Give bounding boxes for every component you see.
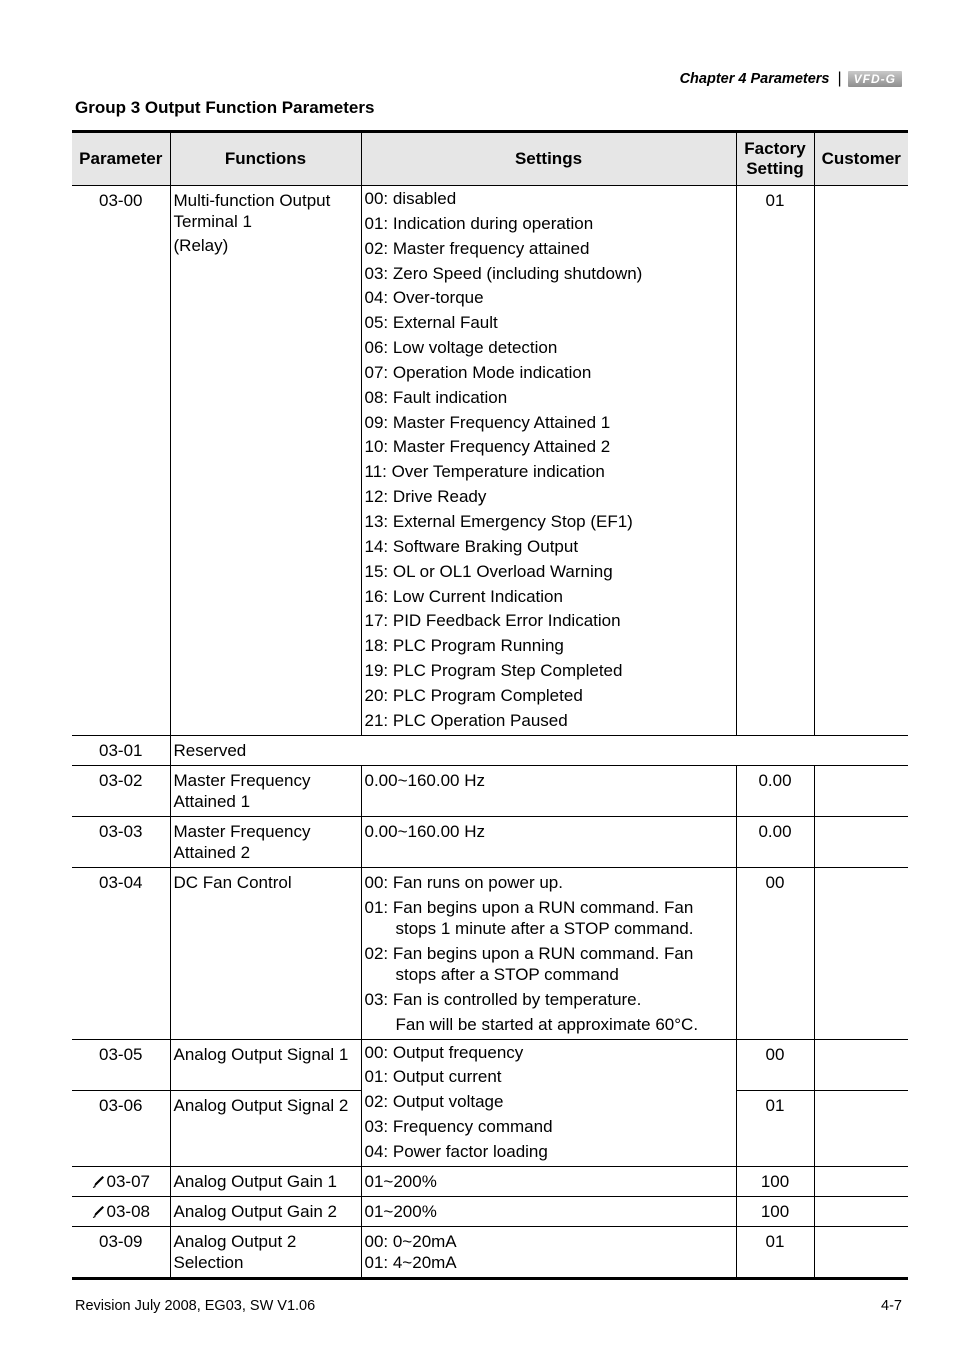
param-setting: 01~200% [361, 1166, 736, 1196]
setting-option: 03: Zero Speed (including shutdown) [364, 263, 643, 283]
table-row [72, 1166, 908, 1196]
factory-setting: 01 [736, 186, 814, 736]
table-header-row [72, 132, 908, 186]
setting-option: 00: Output frequency [364, 1042, 524, 1062]
param-code-text: 03-07 [106, 1171, 150, 1191]
col-header-factory-setting [736, 132, 814, 186]
customer-cell [814, 186, 908, 736]
param-function: Analog Output 2 Selection [170, 1226, 361, 1278]
setting-option: 21: PLC Operation Paused [364, 710, 568, 730]
header-separator: | [837, 70, 842, 87]
param-function: Master Frequency Attained 1 [170, 765, 361, 816]
param-code: 03-02 [72, 765, 170, 816]
param-code: 03-00 [72, 186, 170, 736]
col-header-customer: Customer [814, 132, 908, 186]
param-settings [361, 186, 736, 736]
param-code-text: 03-08 [106, 1201, 150, 1221]
param-code [72, 1166, 170, 1196]
setting-option: 11: Over Temperature indication [364, 462, 605, 482]
param-function [170, 186, 361, 736]
param-function: Analog Output Signal 1 [170, 1039, 361, 1090]
function-subtext: (Relay) [173, 236, 229, 255]
table-row [72, 765, 908, 816]
setting-option: 10: Master Frequency Attained 2 [364, 437, 611, 457]
setting-option: 14: Software Braking Output [364, 536, 579, 556]
parameter-table [72, 130, 908, 1280]
table-row [72, 186, 908, 736]
param-setting: 01~200% [361, 1196, 736, 1226]
setting-option: 00: 0~20mA [364, 1231, 457, 1251]
factory-header-line1: Factory [744, 139, 806, 158]
param-setting: 0.00~160.00 Hz [361, 816, 736, 867]
param-code: 03-03 [72, 816, 170, 867]
table-row [72, 816, 908, 867]
footer-page-number: 4-7 [881, 1298, 902, 1314]
customer-cell [814, 867, 908, 1039]
factory-header-line2: Setting [746, 159, 804, 178]
vfd-logo: VFD-G [848, 71, 902, 87]
setting-option: 17: PID Feedback Error Indication [364, 611, 621, 631]
param-code: 03-01 [72, 735, 170, 765]
table-row [72, 1196, 908, 1226]
setting-option: 16: Low Current Indication [364, 586, 563, 606]
customer-cell [814, 1090, 908, 1166]
param-function: DC Fan Control [170, 867, 361, 1039]
factory-setting: 01 [736, 1090, 814, 1166]
param-settings [361, 1039, 736, 1166]
setting-option: 00: disabled [364, 189, 457, 208]
customer-cell [814, 1039, 908, 1090]
param-function: Reserved [170, 735, 908, 765]
setting-option: 19: PLC Program Step Completed [364, 661, 623, 681]
pen-icon [92, 1204, 106, 1218]
setting-option: 15: OL or OL1 Overload Warning [364, 561, 613, 581]
pen-icon [92, 1174, 106, 1188]
setting-option: 04: Power factor loading [364, 1141, 548, 1161]
setting-option: Fan will be started at approximate 60°C. [395, 1014, 699, 1034]
table-row [72, 867, 908, 1039]
function-text: Multi-function Output Terminal 1 [173, 191, 331, 231]
setting-option: 18: PLC Program Running [364, 636, 564, 656]
setting-option: 05: External Fault [364, 313, 498, 333]
factory-setting: 00 [736, 867, 814, 1039]
setting-option: 02: Master frequency attained [364, 238, 590, 258]
setting-option: 02: Output voltage [364, 1092, 504, 1112]
footer-revision: Revision July 2008, EG03, SW V1.06 [75, 1298, 316, 1314]
setting-option: 02: Fan begins upon a RUN command. Fan stops after a STOP command [364, 943, 694, 984]
param-settings [361, 867, 736, 1039]
param-function: Master Frequency Attained 2 [170, 816, 361, 867]
factory-setting: 100 [736, 1166, 814, 1196]
param-code: 03-09 [72, 1226, 170, 1278]
param-settings [361, 1226, 736, 1278]
setting-option: 09: Master Frequency Attained 1 [364, 412, 611, 432]
table-row [72, 1226, 908, 1278]
param-code: 03-06 [72, 1090, 170, 1166]
param-setting: 0.00~160.00 Hz [361, 765, 736, 816]
page-header [680, 70, 902, 88]
param-function: Analog Output Signal 2 [170, 1090, 361, 1166]
factory-setting: 0.00 [736, 765, 814, 816]
col-header-settings: Settings [361, 132, 736, 186]
param-function: Analog Output Gain 2 [170, 1196, 361, 1226]
param-code: 03-05 [72, 1039, 170, 1090]
factory-setting: 00 [736, 1039, 814, 1090]
param-code: 03-04 [72, 867, 170, 1039]
setting-option: 07: Operation Mode indication [364, 362, 592, 382]
setting-option: 04: Over-torque [364, 288, 484, 308]
setting-option: 01: Fan begins upon a RUN command. Fan stops 1 minute after a STOP command. [364, 897, 694, 938]
table-row [72, 1039, 908, 1090]
setting-option: 01: Indication during operation [364, 213, 594, 233]
group-title: Group 3 Output Function Parameters [75, 98, 375, 117]
setting-option: 00: Fan runs on power up. [364, 872, 563, 892]
customer-cell [814, 1226, 908, 1278]
customer-cell [814, 816, 908, 867]
setting-option: 12: Drive Ready [364, 487, 487, 507]
setting-option: 20: PLC Program Completed [364, 685, 583, 705]
setting-option: 13: External Emergency Stop (EF1) [364, 511, 633, 531]
customer-cell [814, 1166, 908, 1196]
table-row [72, 735, 908, 765]
factory-setting: 0.00 [736, 816, 814, 867]
factory-setting: 01 [736, 1226, 814, 1278]
chapter-title: Chapter 4 Parameters [679, 71, 830, 87]
col-header-functions: Functions [170, 132, 361, 186]
col-header-parameter: Parameter [72, 132, 170, 186]
customer-cell [814, 765, 908, 816]
customer-cell [814, 1196, 908, 1226]
setting-option: 01: Output current [364, 1067, 502, 1087]
factory-setting: 100 [736, 1196, 814, 1226]
param-function: Analog Output Gain 1 [170, 1166, 361, 1196]
setting-option: 03: Fan is controlled by temperature. [364, 989, 642, 1009]
setting-option: 08: Fault indication [364, 387, 508, 407]
setting-option: 03: Frequency command [364, 1117, 553, 1137]
setting-option: 06: Low voltage detection [364, 338, 558, 358]
param-code [72, 1196, 170, 1226]
setting-option: 01: 4~20mA [364, 1252, 457, 1272]
